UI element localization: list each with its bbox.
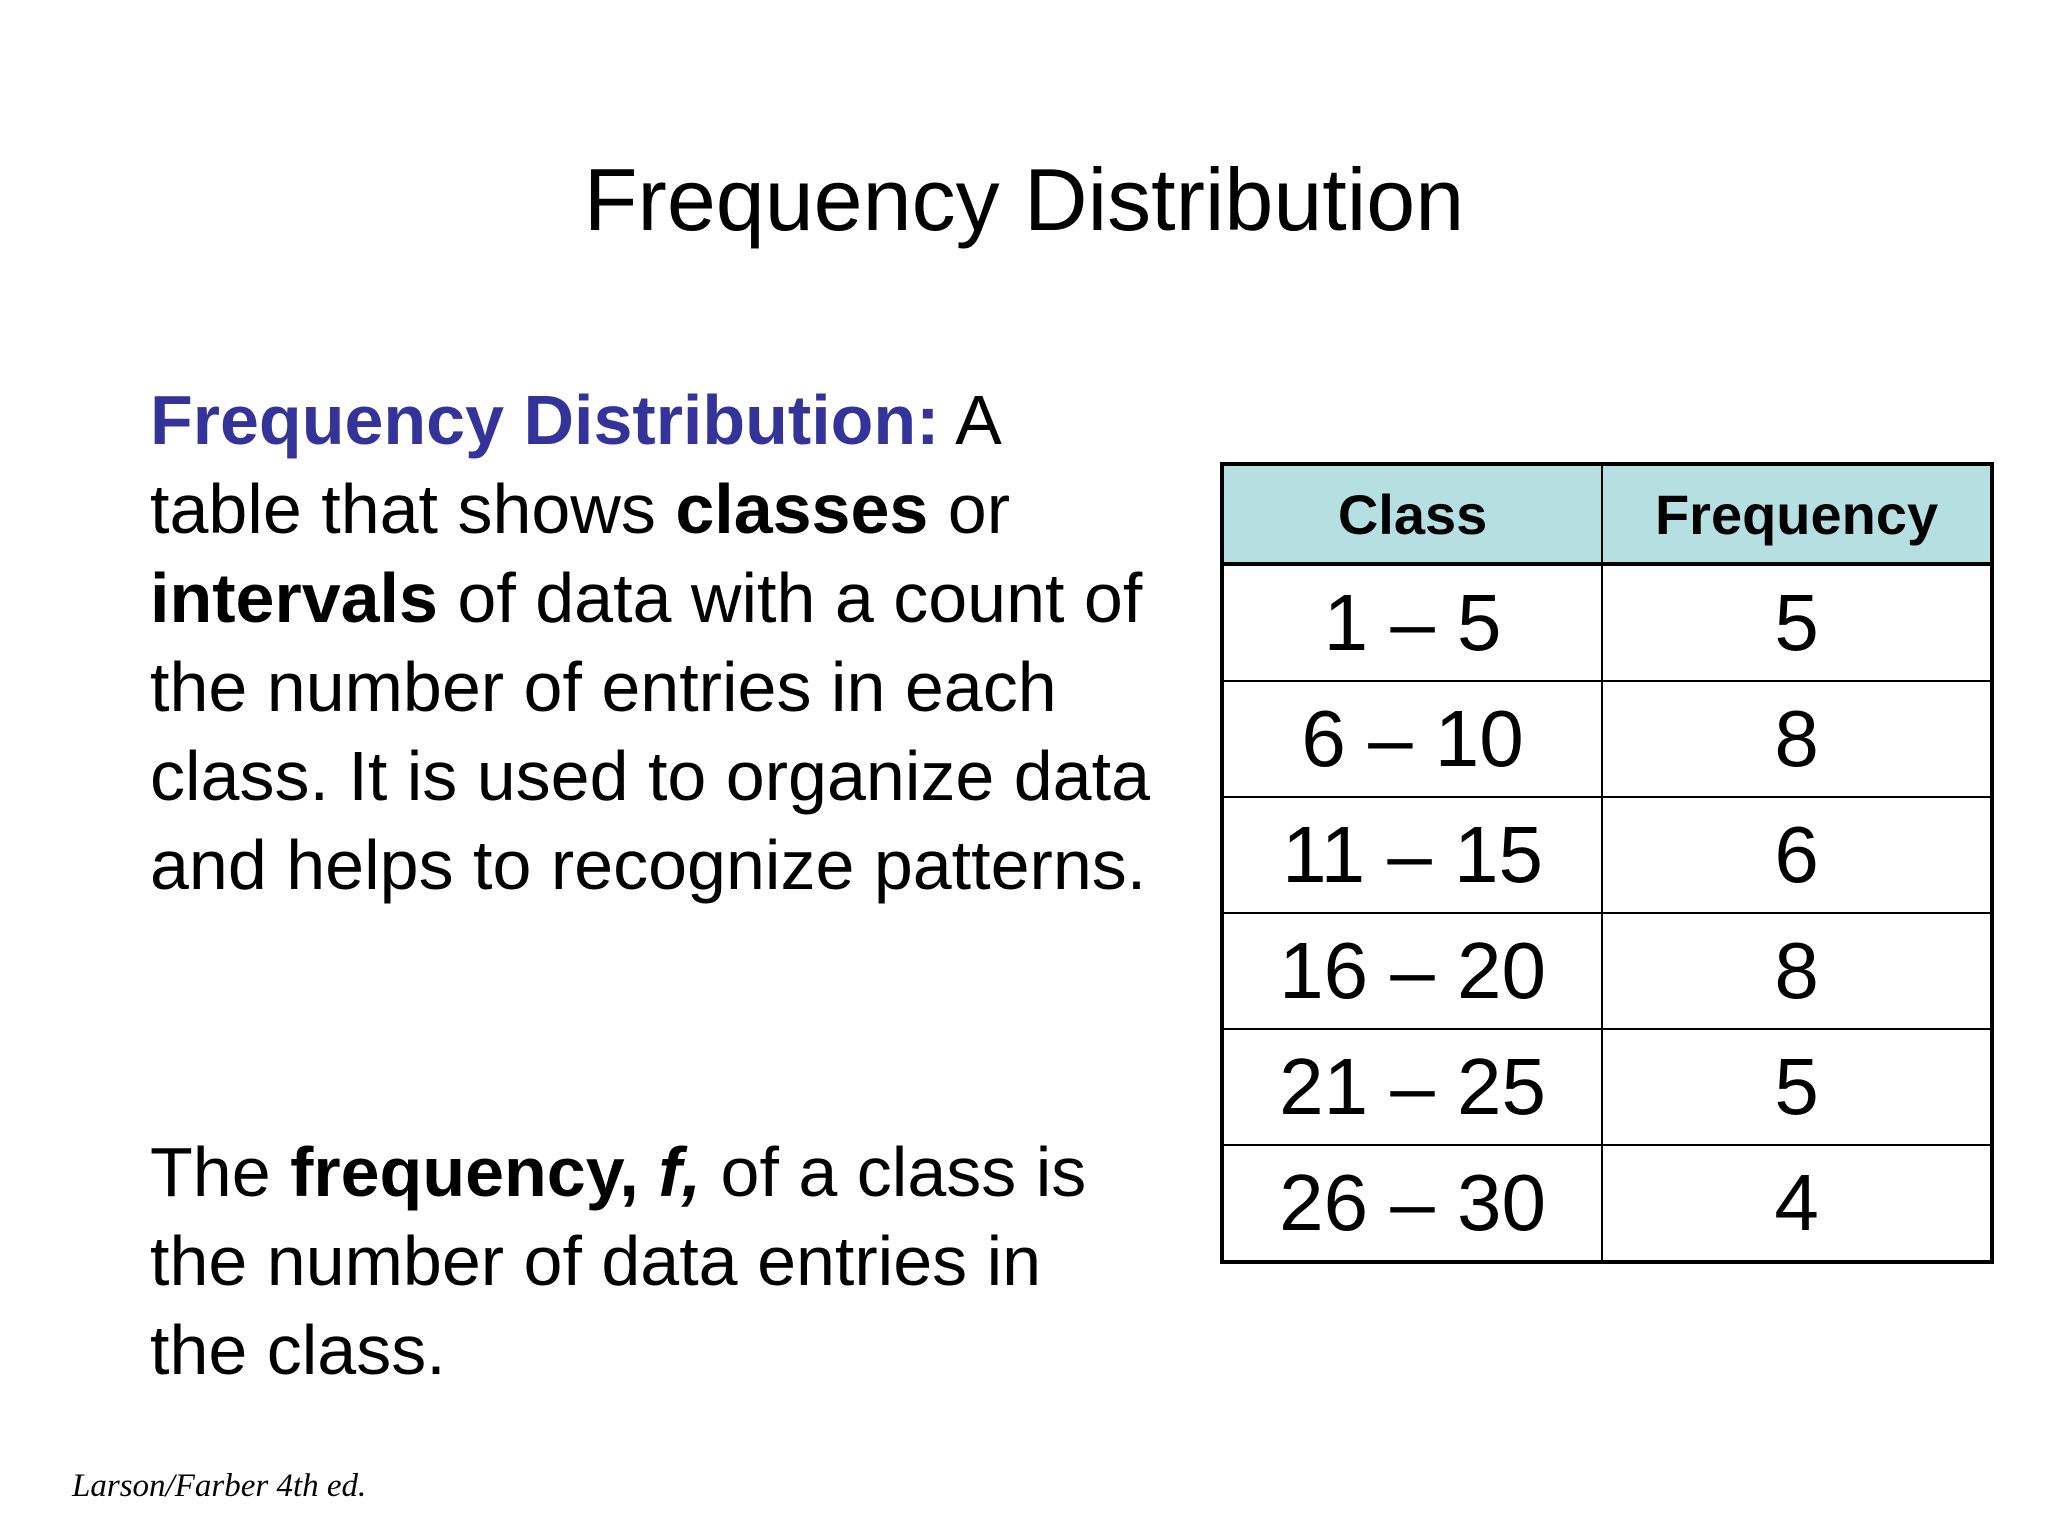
class-cell: 16 – 20 bbox=[1222, 913, 1602, 1029]
frequency-cell: 5 bbox=[1602, 1029, 1992, 1145]
slide-title: Frequency Distribution bbox=[583, 150, 1465, 249]
class-cell: 6 – 10 bbox=[1222, 681, 1602, 797]
frequency-cell: 8 bbox=[1602, 681, 1992, 797]
frequency-cell: 8 bbox=[1602, 913, 1992, 1029]
frequency-text: of a class is the number of data entries in the class. bbox=[150, 1133, 1087, 1389]
frequency-text bbox=[639, 1133, 658, 1211]
definition-bold-classes: classes bbox=[675, 470, 929, 548]
column-header-frequency: Frequency bbox=[1602, 464, 1992, 564]
frequency-cell: 4 bbox=[1602, 1145, 1992, 1262]
frequency-text: The bbox=[150, 1133, 291, 1211]
definition-text: or bbox=[928, 470, 1011, 548]
table-row bbox=[1222, 1145, 1992, 1262]
definition-paragraph bbox=[150, 376, 1150, 910]
table-row bbox=[1222, 797, 1992, 913]
table-header-row bbox=[1222, 464, 1992, 564]
table-row bbox=[1222, 564, 1992, 681]
source-credit: Larson/Farber 4th ed. bbox=[72, 1468, 367, 1504]
definition-term: Frequency Distribution: bbox=[150, 381, 940, 459]
frequency-cell: 6 bbox=[1602, 797, 1992, 913]
frequency-table bbox=[1220, 462, 1994, 1264]
definition-bold-intervals: intervals bbox=[150, 559, 438, 637]
class-cell: 21 – 25 bbox=[1222, 1029, 1602, 1145]
column-header-class: Class bbox=[1222, 464, 1602, 564]
class-cell: 26 – 30 bbox=[1222, 1145, 1602, 1262]
definition-text: of data with a count of the number of entries in each class. It is used to organize data and helps to recognize patterns. bbox=[150, 559, 1150, 904]
class-cell: 1 – 5 bbox=[1222, 564, 1602, 681]
frequency-symbol: f, bbox=[658, 1133, 702, 1211]
frequency-bold-term: frequency, bbox=[290, 1133, 639, 1211]
class-cell: 11 – 15 bbox=[1222, 797, 1602, 913]
frequency-paragraph bbox=[150, 1128, 1150, 1395]
table-row bbox=[1222, 1029, 1992, 1145]
table-row bbox=[1222, 681, 1992, 797]
table-row bbox=[1222, 913, 1992, 1029]
definition-text: A table that shows bbox=[150, 381, 998, 548]
frequency-cell: 5 bbox=[1602, 564, 1992, 681]
